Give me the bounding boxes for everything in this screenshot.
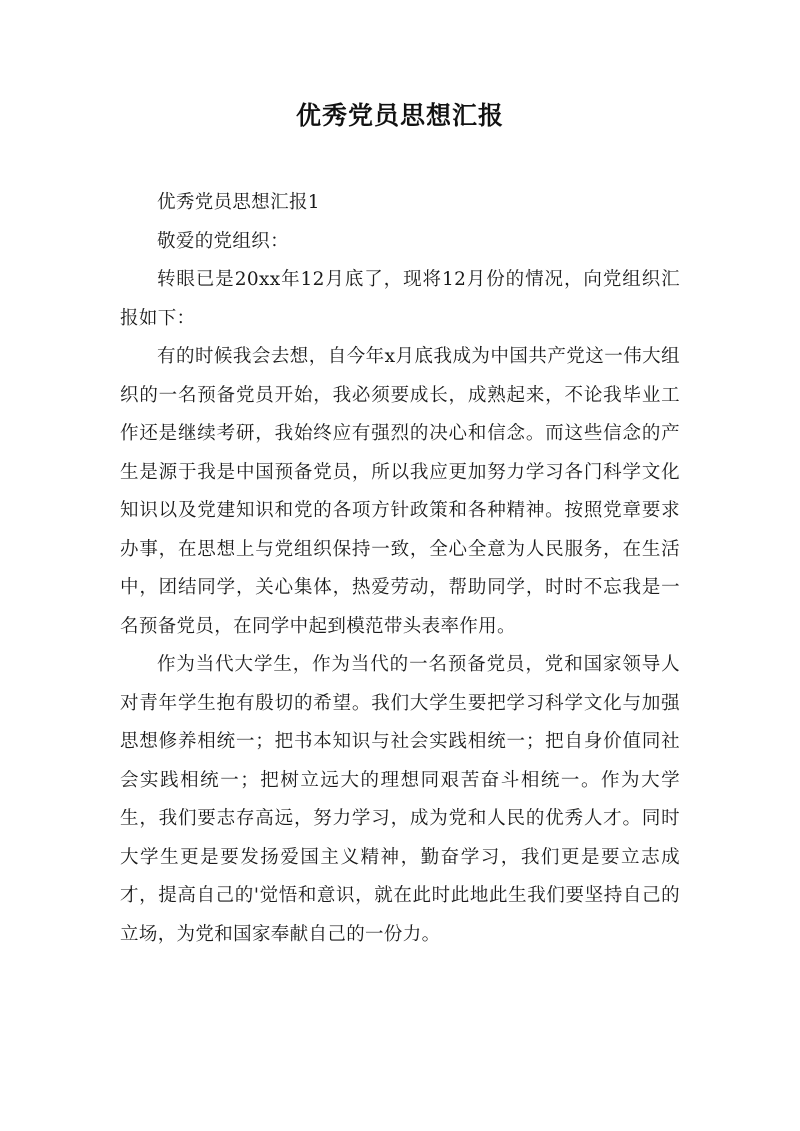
document-title: 优秀党员思想汇报 [295, 101, 504, 130]
paragraph-salutation: 敬爱的党组织： [157, 230, 289, 252]
paragraph-intro: 转眼已是20xx年12月底了，现将12月份的情况，向党组织汇报如下： [120, 269, 680, 329]
paragraph-heading: 优秀党员思想汇报1 [157, 192, 320, 213]
document-body [120, 184, 680, 954]
paragraph-body-1: 有的时候我会去想，自今年x月底我成为中国共产党这一伟大组织的一名预备党员开始，我必须要成长，成熟起来，不论我毕业工作还是继续考研，我始终应有强烈的决心和信念。而这些信念的产生是源于我是中国预备党员，所以我应更加努力学习各门科学文化知识以及党建知识和党的各项方针政策和各种精神。按照党章要求办事，在思想上与党组织保持一致，全心全意为人民服务，在生活中，团结同学，关心集体，热爱劳动，帮助同学，时时不忘我是一名预备党员，在同学中起到模范带头表率作用。 [120, 346, 680, 637]
paragraph-body-2: 作为当代大学生，作为当代的一名预备党员，党和国家领导人对青年学生抱有殷切的希望。我们大学生要把学习科学文化与加强思想修养相统一；把书本知识与社会实践相统一；把自身价值同社会实践相统一；把树立远大的理想同艰苦奋斗相统一。作为大学生，我们要志存高远，努力学习，成为党和人民的优秀人才。同时大学生更是要发扬爱国主义精神，勤奋学习，我们更是要立志成才，提高自己的'觉悟和意识，就在此时此地此生我们要坚持自己的立场，为党和国家奉献自己的一份力。 [120, 654, 680, 945]
